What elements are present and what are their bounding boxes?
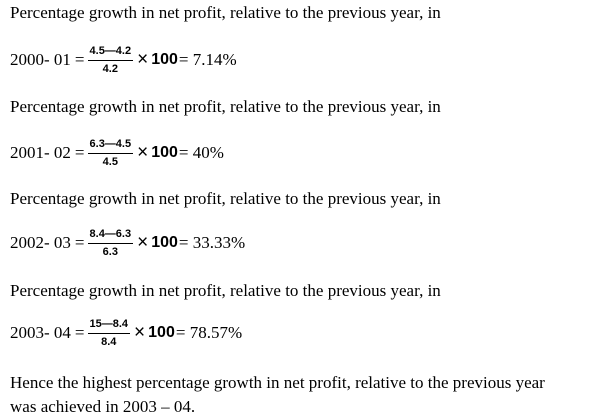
- block-4-numerator: 15—8.4: [88, 318, 131, 334]
- block-3-equals: =: [74, 233, 85, 252]
- block-1-fraction: [88, 45, 134, 76]
- block-1-times-sign: ×: [137, 49, 149, 70]
- block-3-heading: Percentage growth in net profit, relative to the previous year, in: [10, 189, 441, 208]
- block-3-period: 2002- 03: [10, 233, 71, 252]
- block-4-hundred: 100: [148, 324, 175, 341]
- block-4-result: = 78.57%: [175, 323, 243, 342]
- block-2-times-sign: ×: [137, 142, 149, 163]
- block-4-equals: =: [74, 323, 85, 342]
- block-4-equation: [10, 313, 242, 353]
- block-1-equation: [10, 40, 237, 80]
- block-4-times-sign: ×: [134, 322, 146, 343]
- block-2-equation: [10, 133, 224, 173]
- block-2-result: = 40%: [178, 143, 224, 162]
- conclusion: [10, 371, 605, 419]
- block-1-period: 2000- 01: [10, 50, 71, 69]
- block-1-denominator: 4.2: [102, 62, 118, 75]
- block-1-equals: =: [74, 50, 85, 69]
- block-4-heading: Percentage growth in net profit, relative to the previous year, in: [10, 281, 441, 300]
- conclusion-line-2: was achieved in 2003 – 04.: [10, 397, 196, 416]
- block-4-period: 2003- 04: [10, 323, 71, 342]
- block-2-equals: =: [74, 143, 85, 162]
- block-3-times-sign: ×: [137, 232, 149, 253]
- block-3-equation: [10, 223, 245, 263]
- block-3-result: = 33.33%: [178, 233, 246, 252]
- block-1-hundred: 100: [151, 51, 178, 68]
- block-3-numerator: 8.4—6.3: [88, 228, 134, 244]
- block-2-heading: Percentage growth in net profit, relative to the previous year, in: [10, 97, 441, 116]
- block-2-fraction: [88, 138, 134, 169]
- block-2-period: 2001- 02: [10, 143, 71, 162]
- block-3-hundred: 100: [151, 234, 178, 251]
- block-1-numerator: 4.5—4.2: [88, 45, 134, 61]
- block-1-result: = 7.14%: [178, 50, 237, 69]
- conclusion-line-1: Hence the highest percentage growth in net profit, relative to the previous year: [10, 373, 545, 392]
- block-1-heading: Percentage growth in net profit, relative to the previous year, in: [10, 3, 441, 22]
- block-3-denominator: 6.3: [102, 245, 118, 258]
- block-4-fraction: [88, 318, 131, 349]
- block-2-hundred: 100: [151, 144, 178, 161]
- block-2-denominator: 4.5: [102, 155, 118, 168]
- block-3-fraction: [88, 228, 134, 259]
- block-2-numerator: 6.3—4.5: [88, 138, 134, 154]
- block-4-denominator: 8.4: [101, 335, 117, 348]
